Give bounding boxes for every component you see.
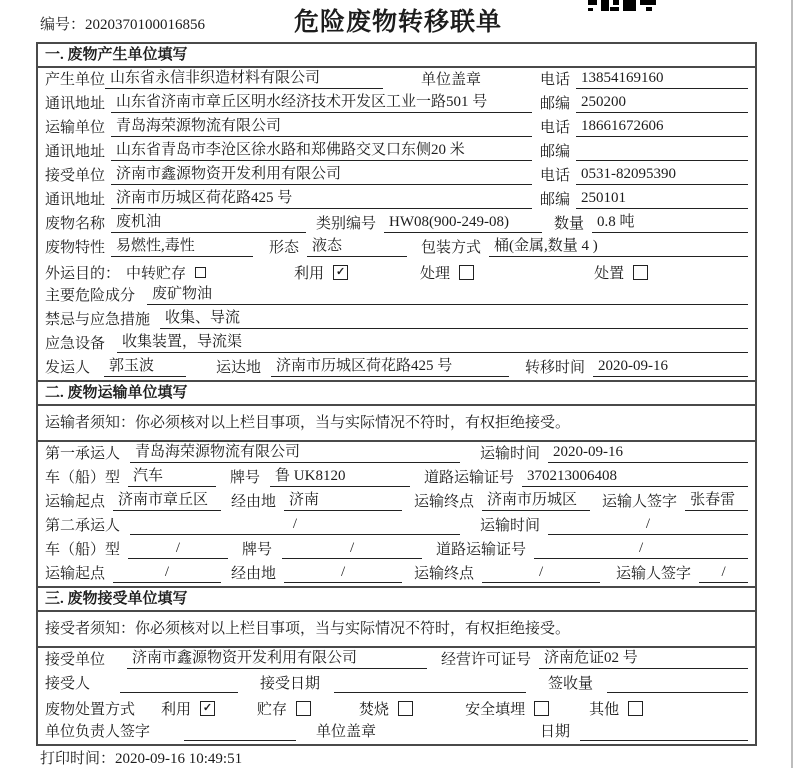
transport-time-label: 运输时间 <box>479 518 540 534</box>
receiving-unit-label: 接受单位 <box>45 652 106 668</box>
form-state-label: 形态 <box>269 240 300 256</box>
row-receiver-unit <box>38 164 755 188</box>
section1-heading: 一. 废物产生单位填写 <box>38 44 755 68</box>
row-waste-name <box>38 212 755 236</box>
section2-heading: 二. 废物运输单位填写 <box>38 382 755 406</box>
generator-unit-label: 产生单位 <box>45 72 106 88</box>
address-label: 通讯地址 <box>45 96 106 112</box>
second-transport-time-value: / <box>548 515 748 535</box>
disposal-use-checkbox: ✓ <box>200 701 215 716</box>
transporter-unit-label: 运输单位 <box>45 120 106 136</box>
road-permit-value: / <box>534 539 748 559</box>
transfer-time-label: 转移时间 <box>525 360 586 376</box>
receiver-unit-label: 接受单位 <box>45 168 106 184</box>
generator-address-value: 山东省济南市章丘区明水经济技术开发区工业一路501 号 <box>111 93 532 113</box>
purpose-dispose-checkbox <box>633 265 648 280</box>
responsible-signature-label: 单位负责人签字 <box>45 724 151 740</box>
generator-unit-value: 山东省永信非织造材料有限公司 <box>105 69 383 89</box>
section3-heading: 三. 废物接受单位填写 <box>38 588 755 612</box>
receiver-phone-value: 0531-82095390 <box>576 165 748 185</box>
row-second-route <box>38 562 755 586</box>
document-header <box>0 0 796 42</box>
serial-value: 2020370100016856 <box>85 17 206 33</box>
first-carrier-label: 第一承运人 <box>45 446 121 462</box>
print-time-label: 打印时间： <box>40 751 116 767</box>
row-receiving-unit <box>38 648 755 672</box>
section-transporter <box>38 380 755 586</box>
disposal-landfill-checkbox <box>534 701 549 716</box>
category-code-label: 类别编号 <box>316 216 377 232</box>
receiver-address-value: 济南市历城区荷花路425 号 <box>111 189 532 209</box>
disposal-method-label: 废物处置方式 <box>45 701 136 718</box>
emergency-equipment-label: 应急设备 <box>45 336 106 352</box>
hazard-components-value: 废矿物油 <box>147 285 748 305</box>
sign-date-value <box>580 722 748 741</box>
purpose-option-use-label: 利用 <box>294 265 325 282</box>
print-time <box>40 747 242 768</box>
transporter-unit-value: 青岛海荣源物流有限公司 <box>111 117 532 137</box>
first-transport-time-value: 2020-09-16 <box>548 443 748 463</box>
row-generator-address <box>38 92 755 116</box>
quantity-label: 数量 <box>554 216 585 232</box>
quantity-value: 0.8 吨 <box>592 213 748 233</box>
plate-number-label: 牌号 <box>242 542 273 558</box>
shipper-value: 郭玉波 <box>104 357 186 377</box>
row-second-carrier <box>38 514 755 538</box>
road-permit-value: 370213006408 <box>522 467 748 487</box>
phone-label: 电话 <box>539 168 570 184</box>
first-carrier-value: 青岛海荣源物流有限公司 <box>130 443 460 463</box>
row-second-vehicle <box>38 538 755 562</box>
carrier-signature-value: 张春雷 <box>685 491 748 511</box>
disposal-landfill-label: 安全填埋 <box>465 701 526 718</box>
signed-quantity-label: 签收量 <box>548 676 594 692</box>
purpose-option-dispose-label: 处置 <box>594 265 625 282</box>
phone-label: 电话 <box>539 72 570 88</box>
row-generator-unit <box>38 68 755 92</box>
route-via-value: / <box>284 563 402 583</box>
print-time-value: 2020-09-16 10:49:51 <box>115 751 243 767</box>
address-label: 通讯地址 <box>45 192 106 208</box>
route-start-label: 运输起点 <box>45 494 106 510</box>
destination-label: 运达地 <box>216 360 262 376</box>
waste-traits-value: 易燃性,毒性 <box>111 237 253 257</box>
purpose-transfer-checkbox <box>195 267 206 278</box>
row-waste-traits <box>38 236 755 260</box>
emergency-equipment-value: 收集装置，导流渠 <box>117 333 748 353</box>
route-end-label: 运输终点 <box>414 566 475 582</box>
route-via-value: 济南 <box>284 491 402 511</box>
page-title: 危险废物转移联单 <box>293 9 502 36</box>
row-transporter-address <box>38 140 755 164</box>
route-start-value: 济南市章丘区 <box>113 491 221 511</box>
purpose-use-checkbox: ✓ <box>333 265 348 280</box>
row-receiving-person <box>38 672 755 696</box>
row-first-vehicle <box>38 466 755 490</box>
transporter-notice: 运输者须知：你必须核对以上栏目事项，当与实际情况不符时，有权拒绝接受。 <box>38 406 755 442</box>
zip-label: 邮编 <box>539 192 570 208</box>
row-shipper <box>38 356 755 380</box>
taboo-measures-label: 禁忌与应急措施 <box>45 312 151 328</box>
carrier-signature-label: 运输人签字 <box>602 494 678 510</box>
vehicle-type-label: 车（船）型 <box>45 542 121 558</box>
shipper-label: 发运人 <box>45 360 91 376</box>
transporter-phone-value: 18661672606 <box>576 117 748 137</box>
plate-number-label: 牌号 <box>230 470 261 486</box>
route-end-value: 济南市历城区 <box>482 491 590 511</box>
section-receiver <box>38 586 755 744</box>
taboo-measures-value: 收集、导流 <box>160 309 748 329</box>
unit-seal-label: 单位盖章 <box>316 724 377 740</box>
row-transporter-unit <box>38 116 755 140</box>
form-state-value: 液态 <box>307 237 407 257</box>
responsible-signature-value <box>184 722 296 741</box>
carrier-signature-value: / <box>699 563 748 583</box>
receive-date-label: 接受日期 <box>260 676 321 692</box>
road-permit-label: 道路运输证号 <box>424 470 515 486</box>
generator-phone-value: 13854169160 <box>576 69 748 89</box>
license-number-label: 经营许可证号 <box>441 652 532 668</box>
receiving-unit-value: 济南市鑫源物资开发利用有限公司 <box>127 649 427 669</box>
route-start-value: / <box>113 563 221 583</box>
row-emergency-equipment <box>38 332 755 356</box>
route-via-label: 经由地 <box>231 566 277 582</box>
plate-number-value: 鲁 UK8120 <box>270 467 410 487</box>
disposal-store-checkbox <box>296 701 311 716</box>
page-right-edge <box>791 0 793 768</box>
row-hazard-components <box>38 284 755 308</box>
row-first-carrier <box>38 442 755 466</box>
transporter-zip-value <box>576 142 748 161</box>
carrier-signature-label: 运输人签字 <box>616 566 692 582</box>
second-carrier-label: 第二承运人 <box>45 518 121 534</box>
second-carrier-value: / <box>130 515 460 535</box>
generator-zip-value: 250200 <box>576 93 748 113</box>
purpose-option-transfer-label: 中转贮存 <box>126 265 187 282</box>
road-permit-label: 道路运输证号 <box>436 542 527 558</box>
route-via-label: 经由地 <box>231 494 277 510</box>
disposal-burn-label: 焚烧 <box>359 701 390 718</box>
row-responsible-signature <box>38 720 755 744</box>
purpose-option-treat-label: 处理 <box>420 265 451 282</box>
disposal-other-checkbox <box>628 701 643 716</box>
receiver-unit-value: 济南市鑫源物资开发利用有限公司 <box>111 165 532 185</box>
waste-name-label: 废物名称 <box>45 216 106 232</box>
zip-label: 邮编 <box>539 96 570 112</box>
transfer-time-value: 2020-09-16 <box>593 357 748 377</box>
disposal-other-label: 其他 <box>589 701 620 718</box>
transporter-address-value: 山东省青岛市李沧区徐水路和郑佛路交叉口东侧20 米 <box>111 141 532 161</box>
phone-label: 电话 <box>539 120 570 136</box>
vehicle-type-value: / <box>128 539 228 559</box>
packaging-value: 桶(金属,数量 4 ) <box>489 237 748 257</box>
receiver-zip-value: 250101 <box>576 189 748 209</box>
transfer-form-table <box>36 42 757 746</box>
purpose-treat-checkbox <box>459 265 474 280</box>
route-end-label: 运输终点 <box>414 494 475 510</box>
packaging-label: 包装方式 <box>421 240 482 256</box>
signed-quantity-value <box>607 674 748 693</box>
receiver-notice: 接受者须知：你必须核对以上栏目事项，当与实际情况不符时，有权拒绝接受。 <box>38 612 755 648</box>
row-taboo-measures <box>38 308 755 332</box>
row-transport-purpose <box>38 260 755 284</box>
waste-name-value: 废机油 <box>111 213 306 233</box>
disposal-burn-checkbox <box>398 701 413 716</box>
purpose-label: 外运目的： <box>45 265 121 282</box>
route-start-label: 运输起点 <box>45 566 106 582</box>
receiver-person-label: 接受人 <box>45 676 91 692</box>
address-label: 通讯地址 <box>45 144 106 160</box>
license-number-value: 济南危证02 号 <box>539 649 748 669</box>
unit-seal-label: 单位盖章 <box>421 72 482 88</box>
destination-value: 济南市历城区荷花路425 号 <box>271 357 509 377</box>
receive-date-value <box>334 674 526 693</box>
waste-traits-label: 废物特性 <box>45 240 106 256</box>
date-label: 日期 <box>539 724 570 740</box>
receiver-person-value <box>120 674 238 693</box>
category-code-value: HW08(900-249-08) <box>384 213 542 233</box>
qr-code-fragment-icon <box>588 0 656 18</box>
disposal-use-label: 利用 <box>161 701 192 718</box>
section-generator <box>38 44 755 380</box>
vehicle-type-label: 车（船）型 <box>45 470 121 486</box>
vehicle-type-value: 汽车 <box>128 467 216 487</box>
row-disposal-method <box>38 696 755 720</box>
transport-time-label: 运输时间 <box>479 446 540 462</box>
row-first-route <box>38 490 755 514</box>
disposal-store-label: 贮存 <box>257 701 288 718</box>
row-receiver-address <box>38 188 755 212</box>
hazard-components-label: 主要危险成分 <box>45 288 136 304</box>
serial-label: 编号： <box>40 17 86 33</box>
plate-number-value: / <box>282 539 422 559</box>
route-end-value: / <box>482 563 600 583</box>
zip-label: 邮编 <box>539 144 570 160</box>
